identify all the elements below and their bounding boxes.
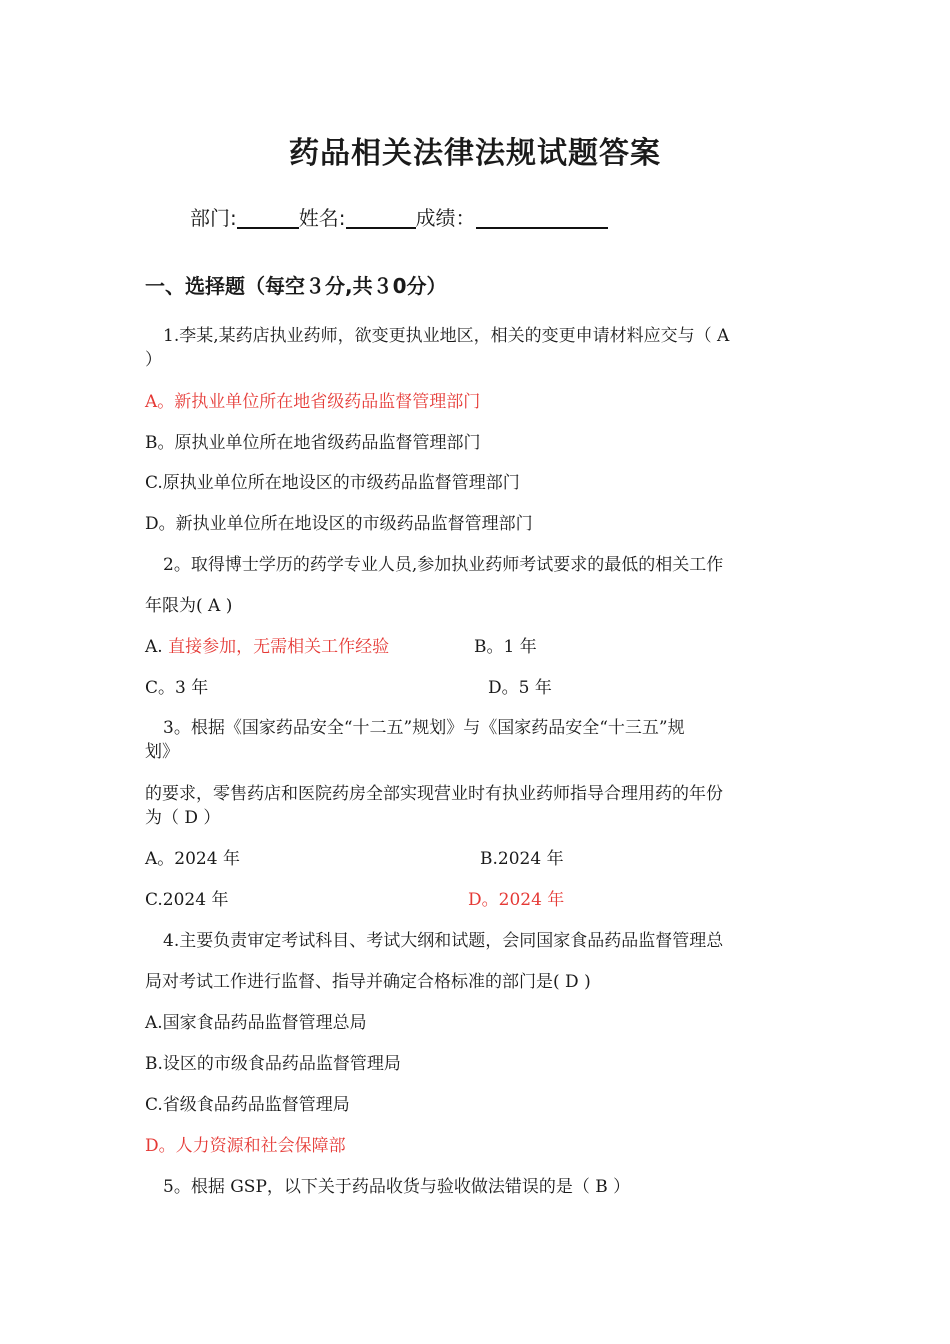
info-line bbox=[190, 202, 608, 231]
q1-option-d: D。新执业单位所在地设区的市级药品监督管理部门 bbox=[145, 514, 533, 534]
q4-option-b: B.设区的市级食品药品监督管理局 bbox=[145, 1054, 401, 1074]
q4-option-d: D。人力资源和社会保障部 bbox=[145, 1136, 346, 1156]
q3-stem-line2: 划》 bbox=[145, 742, 179, 762]
section-heading: 一、选择题（每空３分,共３0分） bbox=[145, 274, 447, 298]
q4-option-c: C.省级食品药品监督管理局 bbox=[145, 1095, 350, 1115]
q4-stem-line2: 局对考试工作进行监督、指导并确定合格标准的部门是( D ) bbox=[145, 972, 591, 992]
q3-option-c: C.2024 年 bbox=[145, 890, 229, 910]
q2-option-a-text: 直接参加，无需相关工作经验 bbox=[168, 637, 390, 657]
q1-stem-line1: 1.李某,某药店执业药师，欲变更执业地区，相关的变更申请材料应交与（ A bbox=[163, 326, 730, 346]
q2-stem-line2: 年限为( A ) bbox=[145, 596, 233, 616]
q1-option-c: C.原执业单位所在地设区的市级药品监督管理部门 bbox=[145, 473, 520, 493]
name-label: 姓名: bbox=[298, 206, 346, 230]
document-title: 药品相关法律法规试题答案 bbox=[289, 136, 661, 171]
q2-option-c: C。3 年 bbox=[145, 678, 209, 698]
q2-option-a bbox=[145, 635, 389, 659]
q3-option-a: A。2024 年 bbox=[145, 849, 240, 869]
dept-label: 部门: bbox=[190, 206, 237, 230]
q3-stem-line1: 3。根据《国家药品安全“十二五”规划》与《国家药品安全“十三五”规 bbox=[163, 718, 685, 738]
q2-option-d: D。5 年 bbox=[488, 678, 552, 698]
q2-option-b: B。1 年 bbox=[474, 637, 537, 657]
q1-option-a: A。新执业单位所在地省级药品监督管理部门 bbox=[145, 392, 481, 412]
q2-option-a-prefix: A. bbox=[145, 637, 163, 657]
q2-stem-line1: 2。取得博士学历的药学专业人员,参加执业药师考试要求的最低的相关工作 bbox=[163, 555, 724, 575]
q4-option-a: A.国家食品药品监督管理总局 bbox=[145, 1013, 367, 1033]
q4-stem-line1: 4.主要负责审定考试科目、考试大纲和试题，会同国家食品药品监督管理总 bbox=[163, 931, 724, 951]
score-blank bbox=[476, 207, 608, 229]
q5-stem-line1: 5。根据 GSP，以下关于药品收货与验收做法错误的是（ B ） bbox=[163, 1177, 631, 1197]
q3-option-b: B.2024 年 bbox=[480, 849, 564, 869]
score-label: 成绩： bbox=[415, 206, 476, 230]
q3-stem-line4: 为（ D ） bbox=[145, 808, 221, 828]
q3-stem-line3: 的要求，零售药店和医院药房全部实现营业时有执业药师指导合理用药的年份 bbox=[145, 784, 723, 804]
q3-option-d: D。2024 年 bbox=[468, 890, 565, 910]
dept-blank bbox=[237, 207, 299, 229]
q1-stem-line2: ） bbox=[145, 350, 162, 370]
name-blank bbox=[346, 207, 416, 229]
q1-option-b: B。原执业单位所在地省级药品监督管理部门 bbox=[145, 433, 481, 453]
